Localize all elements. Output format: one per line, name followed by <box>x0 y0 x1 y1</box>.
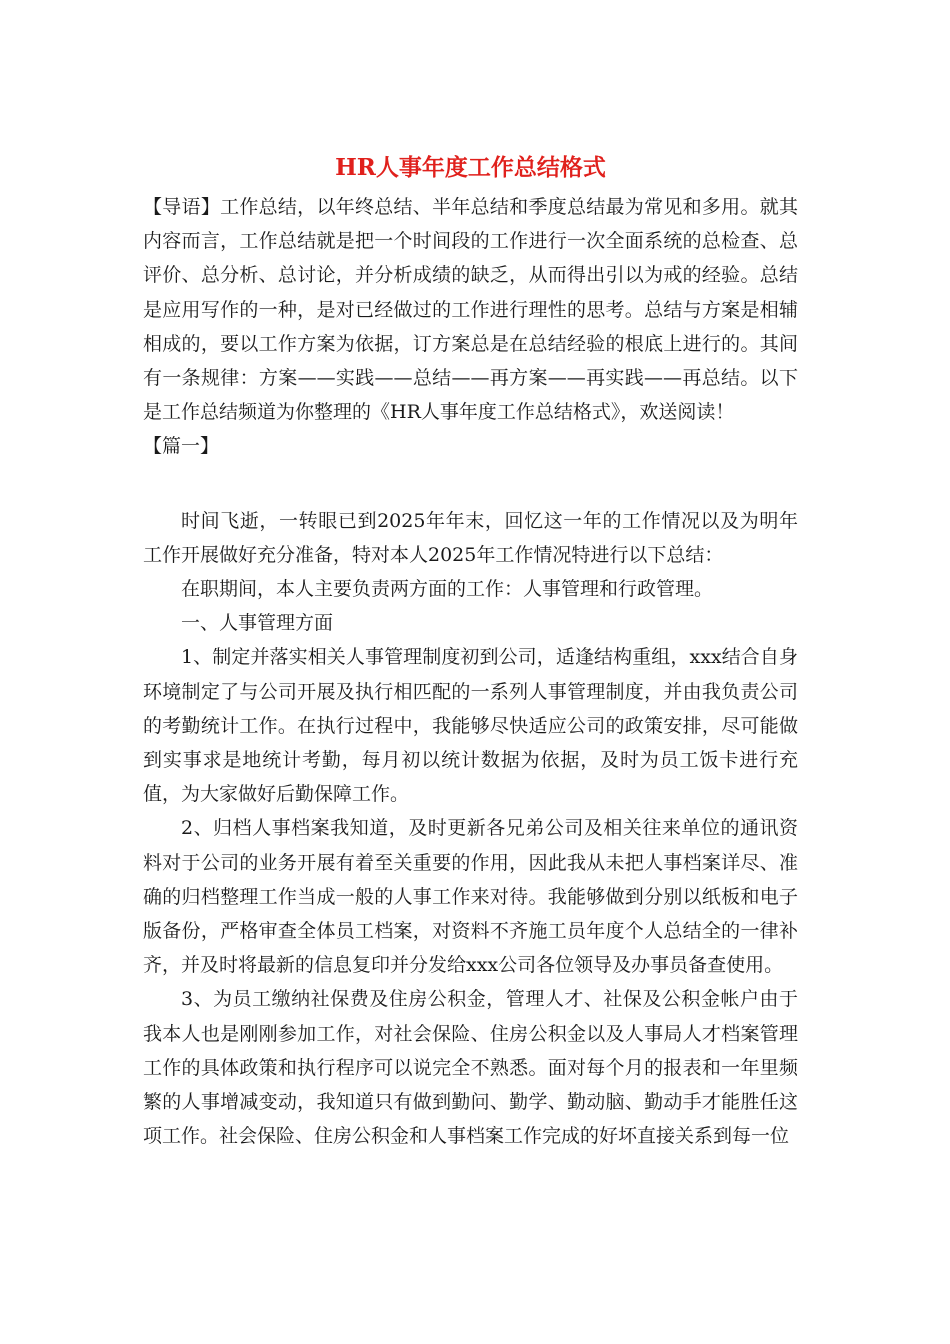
section-label: 【篇一】 <box>143 435 220 458</box>
blank-line <box>143 464 798 504</box>
body-paragraph: 在职期间，本人主要负责两方面的工作：人事管理和行政管理。 <box>181 578 714 601</box>
body-paragraph: 时间飞逝，一转眼已到2025年年末，回忆这一年的工作情况以及为明年工作开展做好充分准备，特对本人2025年工作情况特进行以下总结： <box>143 509 798 566</box>
intro-paragraph: 【导语】工作总结，以年终总结、半年总结和季度总结最为常见和多用。就其内容而言，工作总结就是把一个时间段的工作进行一次全面系统的总检查、总评价、总分析、总讨论，并分析成绩的缺乏，从而得出引以为戒的经验。总结是应用写作的一种，是对已经做过的工作进行理性的思考。总结与方案是相辅相成的，要以工作方案为依据，订方案总是在总结经验的根底上进行的。其间有一条规律：方案——实践——总结——再方案——再实践——再总结。以下是工作总结频道为你整理的《HR人事年度工作总结格式》，欢送阅读！ <box>143 196 798 424</box>
body-paragraph: 2、归档人事档案我知道，及时更新各兄弟公司及相关往来单位的通讯资料对于公司的业务开展有着至关重要的作用，因此我从未把人事档案详尽、准确的归档整理工作当成一般的人事工作来对待。我能够做到分别以纸板和电子版备份，严格审查全体员工档案，对资料不齐施工员年度个人总结全的一律补齐，并及时将最新的信息复印并分发给xxx公司各位领导及办事员备查使用。 <box>143 817 798 977</box>
body-paragraph: 3、为员工缴纳社保费及住房公积金，管理人才、社保及公积金帐户由于我本人也是刚刚参加工作，对社会保险、住房公积金以及人事局人才档案管理工作的具体政策和执行程序可以说完全不熟悉。面对每个月的报表和一年里频繁的人事增减变动，我知道只有做到勤问、勤学、勤动脑、勤动手才能胜任这项工作。社会保险、住房公积金和人事档案工作完成的好坏直接关系到每一位 <box>143 988 798 1148</box>
body-paragraph: 1、制定并落实相关人事管理制度初到公司，适逢结构重组，xxx结合自身环境制定了与公司开展及执行相匹配的一系列人事管理制度，并由我负责公司的考勤统计工作。在执行过程中，我能够尽快适应公司的政策安排，尽可能做到实事求是地统计考勤，每月初以统计数据为依据，及时为员工饭卡进行充值，为大家做好后勤保障工作。 <box>143 646 798 806</box>
document-title: HR人事年度工作总结格式 <box>335 154 606 181</box>
section-heading: 一、人事管理方面 <box>181 612 334 635</box>
document-body <box>143 150 798 1153</box>
